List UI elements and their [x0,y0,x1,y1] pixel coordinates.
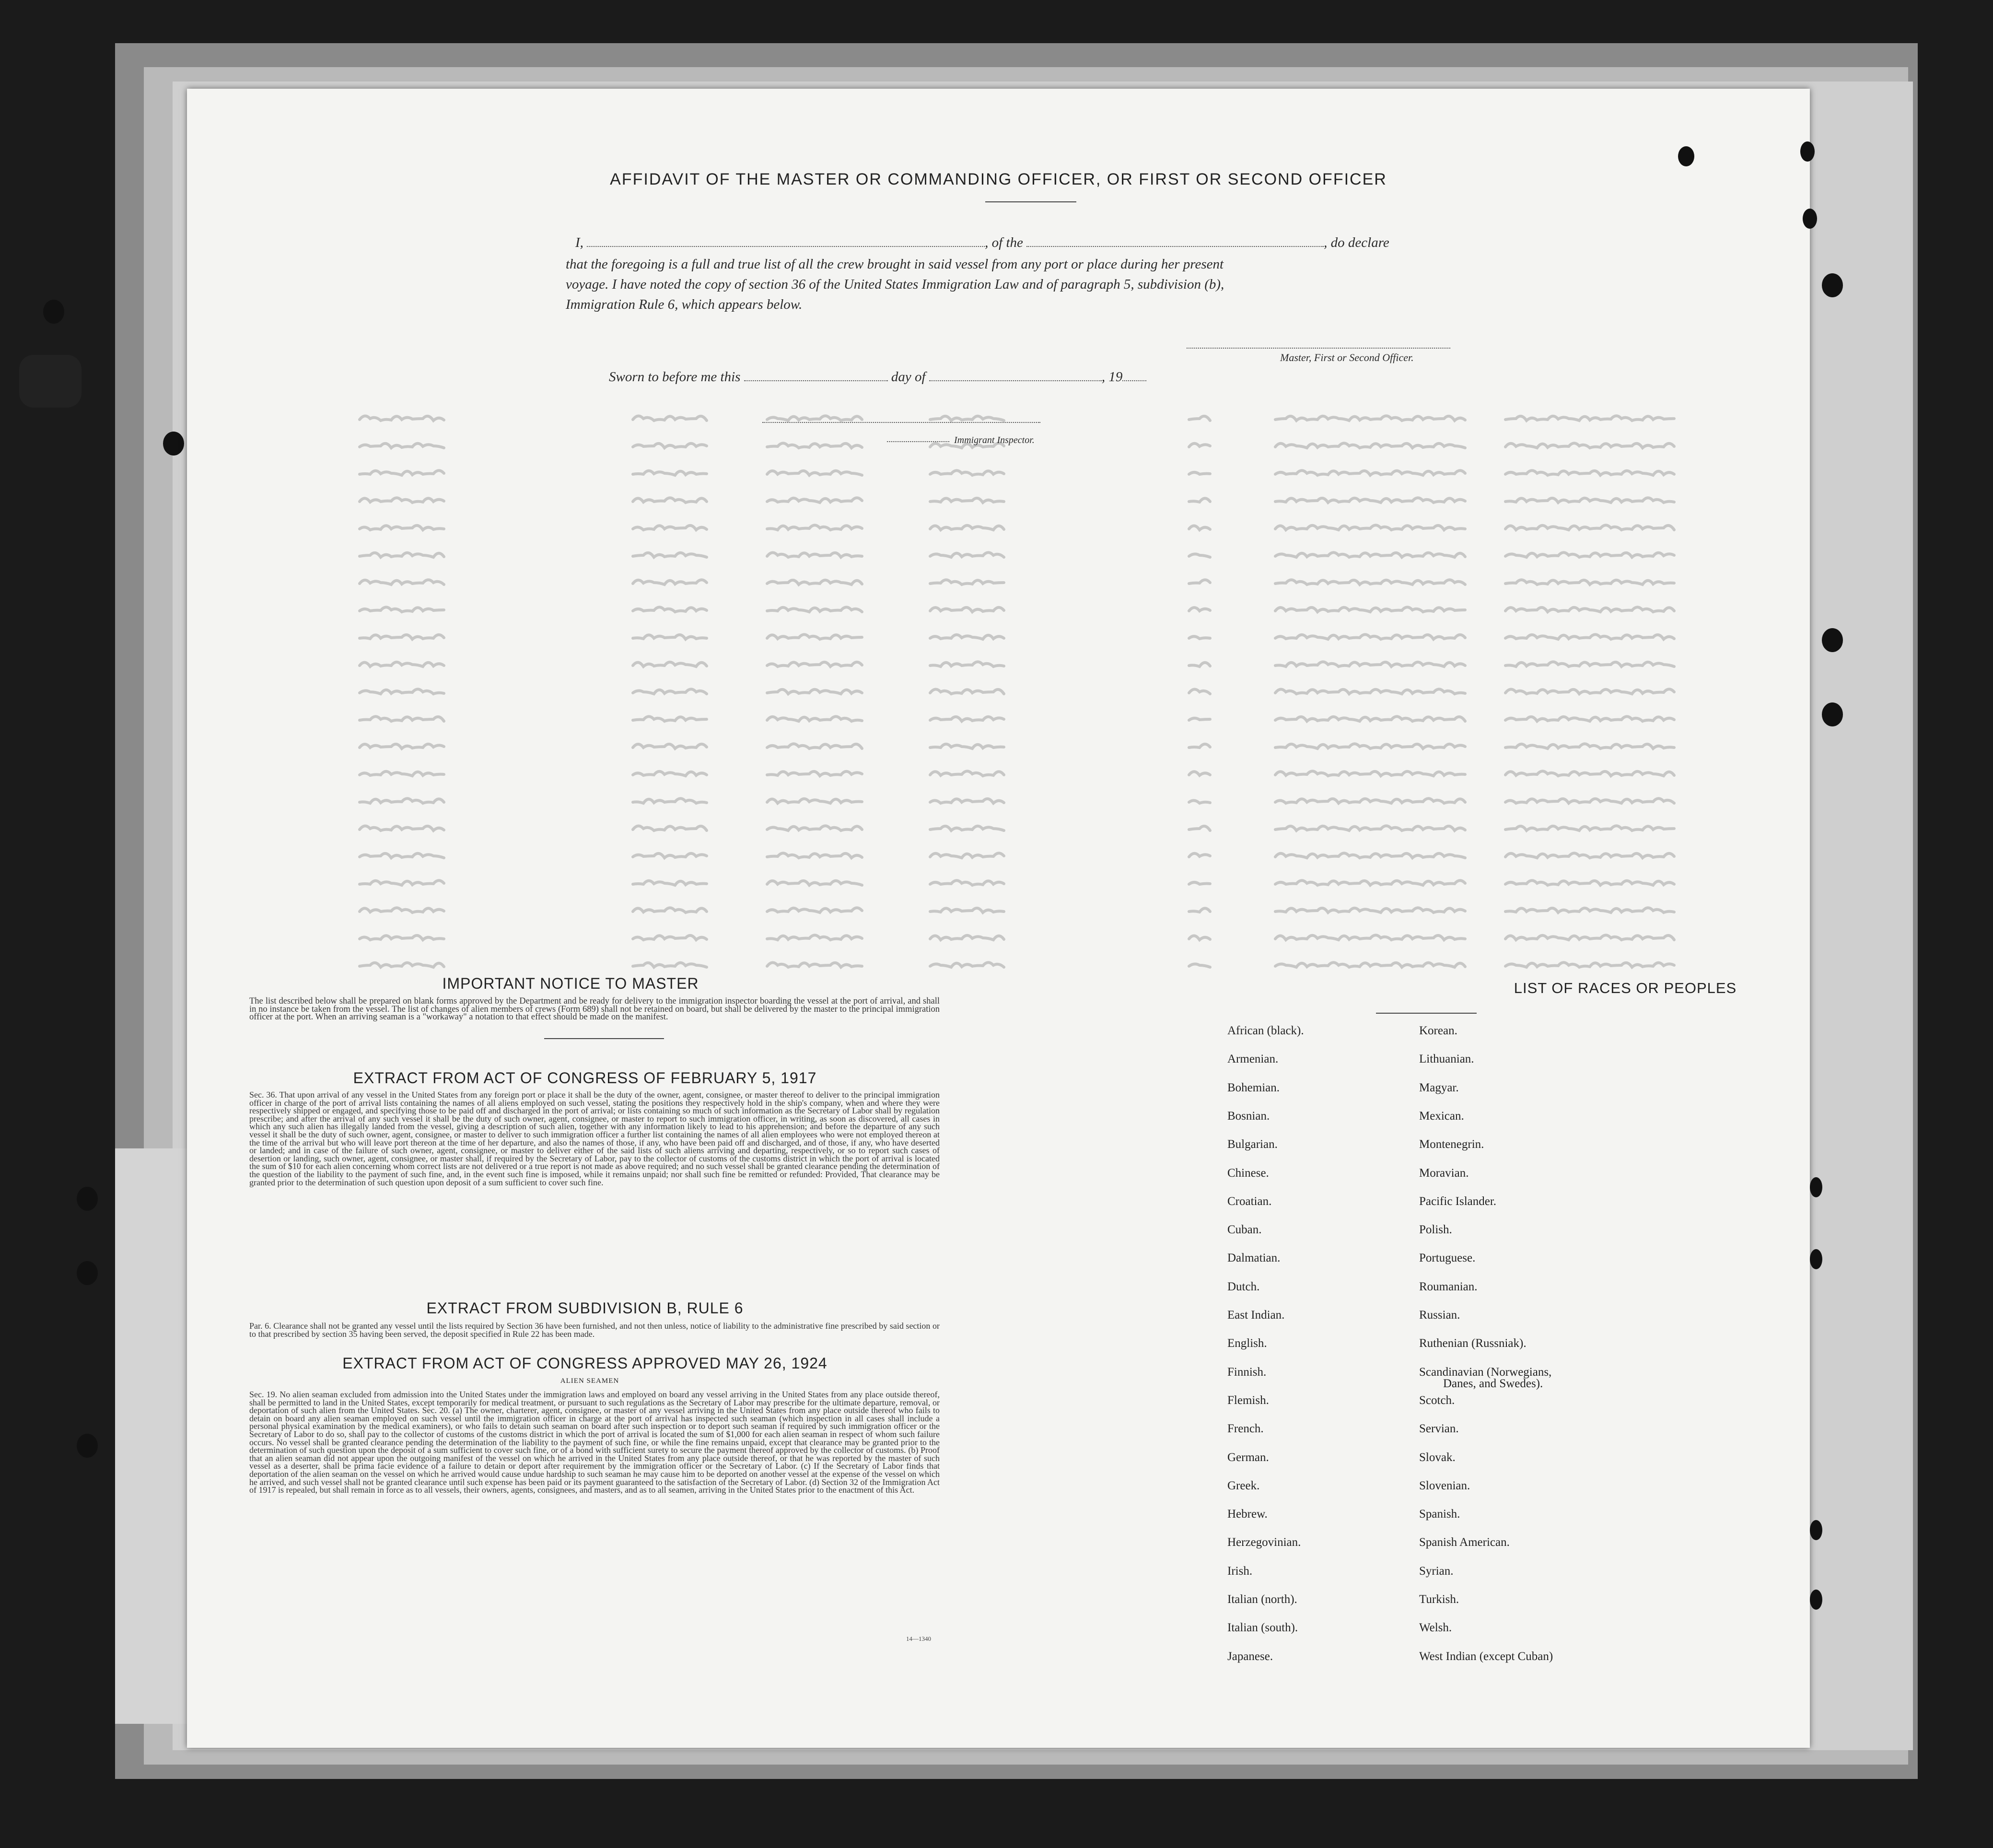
handwriting-stroke [1505,908,1674,912]
handwriting-stroke [767,799,862,803]
punch-hole [1810,1520,1822,1540]
race-item: Lithuanian. [1419,1053,1474,1066]
handwriting-stroke [1505,552,1674,557]
race-item: Finnish. [1227,1365,1267,1379]
race-item: Dutch. [1227,1280,1260,1293]
handwriting-stroke [360,470,444,475]
affidavit-line-4: Immigration Rule 6, which appears below. [566,297,803,312]
affidavit-of-the: , of the [985,235,1023,250]
handwriting-stroke [633,553,707,557]
race-item: Chinese. [1227,1166,1269,1180]
handwriting-stroke [1505,416,1674,421]
handwriting-stroke [360,854,444,858]
handwriting-stroke [930,853,1004,858]
handwriting-stroke [1189,416,1210,421]
year-blank [1122,370,1146,381]
handwriting-stroke [767,634,862,639]
handwriting-stroke [1505,962,1674,967]
handwriting-stroke [767,962,862,967]
punch-hole [1810,1177,1822,1197]
extract-1924-body: Sec. 19. No alien seaman excluded from admission into the United States under the immigration laws and employed on board any vessel arriving in the United States from any place outside thereof, shall be permitted to land in the United States, except temporarily for medical treatment, or pursuant to such regulations as the Secretary of Labor may prescribe for the ultimate departure, removal, or deportation of such alien from the United States. Sec. 20. (a) The owner, charterer, agent, consignee, or master of any vessel arriving in the United States from any place outside thereof who fails to detain on board any alien seaman employed on such vessel until the immigration officer in charge at the port of arrival has inspected such seaman (which inspection in all cases shall include a personal physical examination by the medical examiners), or who fails to detain such seaman on board after such inspection or to deport such seaman if required by such immigration officer or the Secretary of Labor to do so, shall pay to the collector of customs of the customs district in which the port of arrival is located the sum of $1,000 for each alien seaman in respect of whom such failure occurs. No vessel shall be granted clearance pending the determination of the liability to the payment of such fine, or while the fine remains unpaid, except that clearance may be granted prior to the determination of such question upon the deposit of a sum sufficient to cover such fine, or of a bond with sufficient surety to secure the payment thereof approved by the collector of customs. (b) Proof that an alien seaman did not appear upon the outgoing manifest of the vessel on which he arrived in the United States from any place outside thereof, or that he was reported by the master of such vessel as a deserter, shall be prima facie evidence of a failure to detain or deport after requirement by the immigration officer or the Secretary of Labor. (c) If the Secretary of Labor finds that deportation of the alien seaman on the vessel on which he arrived would cause undue hardship to such seaman he may cause him to be deported on another vessel at the expense of the vessel on which he arrived, and such vessel shall not be granted clearance until such expense has been paid or its payment guaranteed to the satisfaction of the Secretary of Labor. (d) Section 32 of the Immigration Act of 1917 is repealed, but shall remain in force as to all vessels, their owners, agents, consignees, and masters, and as to all seamen, arriving in the United States prior to the enactment of this Act. [249,1390,940,1495]
handwriting-stroke [1275,552,1465,557]
race-item: English. [1227,1337,1267,1350]
handwriting-stroke [1275,525,1465,530]
handwriting-stroke [1505,826,1674,830]
handwriting-stroke [1189,554,1210,557]
handwriting-stroke [360,416,444,421]
handwriting-stroke [360,553,444,557]
handwriting-stroke [360,798,444,803]
handwriting-stroke [1505,716,1674,721]
sworn-line [609,369,1146,385]
punch-hole [43,300,64,324]
race-item: Slovenian. [1419,1479,1470,1492]
handwriting-stroke [360,689,444,694]
race-item: Russian. [1419,1309,1460,1322]
handwriting-stroke [930,744,1004,749]
handwriting-stroke [1275,744,1465,749]
handwriting-stroke [930,416,1004,421]
handwriting-stroke [1275,416,1465,421]
handwriting-stroke [1505,607,1674,612]
race-item: Ruthenian (Russniak). [1419,1337,1527,1350]
handwriting-stroke [767,853,862,858]
handwriting-stroke [1189,636,1210,639]
extract-1917-title: EXTRACT FROM ACT OF CONGRESS OF FEBRUARY 5, 1917 [353,1069,817,1087]
handwriting-stroke [1275,498,1465,503]
handwriting-stroke [360,526,444,530]
handwriting-stroke [360,772,444,776]
handwriting-stroke [930,608,1004,612]
handwriting-stroke [930,799,1004,803]
handwriting-stroke [930,962,1004,967]
bleed-through-handwriting [187,89,1810,1748]
races-divider [1376,1013,1477,1014]
race-item: Magyar. [1419,1081,1459,1094]
race-item: Cuban. [1227,1223,1262,1237]
race-item: French. [1227,1422,1264,1436]
handwriting-stroke [633,526,707,530]
handwriting-stroke [633,744,707,749]
handwriting-stroke [1275,662,1465,667]
binding-string [19,355,82,408]
handwriting-stroke [1275,853,1465,858]
handwriting-stroke [1275,716,1465,721]
race-item: Bosnian. [1227,1109,1270,1123]
handwriting-stroke [767,744,862,749]
handwriting-stroke [930,826,1004,830]
handwriting-stroke [1189,718,1210,720]
handwriting-stroke [1505,662,1674,667]
race-item: Welsh. [1419,1621,1452,1635]
race-item: Croatian. [1227,1194,1272,1208]
punch-hole [163,432,184,456]
punch-hole [77,1187,98,1211]
race-item: Italian (north). [1227,1593,1297,1606]
handwriting-stroke [1189,580,1210,584]
handwriting-stroke [1275,962,1465,967]
divider [544,1038,664,1039]
handwriting-stroke [767,525,862,530]
handwriting-stroke [633,689,707,694]
handwriting-stroke [360,635,444,639]
alien-seamen-subtitle: ALIEN SEAMEN [560,1377,619,1385]
handwriting-stroke [930,771,1004,776]
handwriting-stroke [1505,689,1674,694]
handwriting-stroke [360,580,444,585]
month-blank [929,370,1102,381]
handwriting-stroke [930,880,1004,885]
handwriting-stroke [633,963,707,967]
handwriting-stroke [767,881,862,885]
signature-blank [1187,348,1450,349]
handwriting-stroke [633,580,707,585]
handwriting-stroke [1189,882,1210,884]
inspector-blank [762,422,1040,423]
day-blank [744,370,888,381]
affidavit-line-3: voyage. I have noted the copy of section 36 of the United States Immigration Law and of paragraph 5, subdivision (b), [566,277,1224,292]
handwriting-stroke [360,963,444,967]
punch-hole [77,1434,98,1458]
handwriting-stroke [360,826,444,830]
title-underline [985,201,1076,202]
extract-1924-title: EXTRACT FROM ACT OF CONGRESS APPROVED MAY 26, 1924 [342,1355,828,1372]
handwriting-stroke [930,717,1004,721]
race-item: Turkish. [1419,1593,1459,1606]
handwriting-stroke [1189,936,1210,940]
race-item: West Indian (except Cuban) [1419,1649,1553,1663]
handwriting-stroke [1189,498,1210,502]
handwriting-stroke [1505,443,1674,448]
handwriting-stroke [1505,525,1674,530]
handwriting-stroke [633,716,707,721]
handwriting-stroke [633,772,707,776]
race-item: Pacific Islander. [1419,1194,1497,1208]
handwriting-stroke [1275,634,1465,639]
handwriting-stroke [1189,908,1210,912]
race-item: Spanish. [1419,1508,1460,1521]
handwriting-stroke [767,498,862,503]
race-item: Montenegrin. [1419,1138,1484,1151]
race-item: Slovak. [1419,1450,1456,1464]
handwriting-stroke [1275,689,1465,694]
race-item: Herzegovinian. [1227,1536,1301,1549]
handwriting-stroke [767,662,862,667]
handwriting-stroke [1189,526,1210,530]
handwriting-stroke [1275,880,1465,885]
race-item: German. [1227,1450,1269,1464]
handwriting-stroke [1189,608,1210,611]
handwriting-stroke [767,416,862,421]
handwriting-stroke [930,662,1004,667]
handwriting-stroke [930,498,1004,503]
rule6-title: EXTRACT FROM SUBDIVISION B, RULE 6 [426,1299,744,1317]
inspector-blank-short [887,441,949,442]
handwriting-stroke [1275,826,1465,830]
handwriting-stroke [767,580,862,585]
handwriting-stroke [1189,744,1210,748]
handwriting-stroke [1505,634,1674,639]
affidavit-line-2: that the foregoing is a full and true list of all the crew brought in said vessel from any port or place during her present [566,257,1224,272]
vessel-blank [1026,235,1324,247]
affidavit-title: AFFIDAVIT OF THE MASTER OR COMMANDING OFFICER, OR FIRST OR SECOND OFFICER [610,170,1387,188]
race-item: Armenian. [1227,1053,1279,1066]
rule6-body: Par. 6. Clearance shall not be granted any vessel until the lists required by Section 36 have been furnished, and not then unless, notice of liability to the administrative fine prescribed by said section or to that prescribed by section 35 having been served, the deposit specified in Rule 22 has been made. [249,1321,940,1339]
day-of-label: day of [891,369,926,385]
races-title: LIST OF RACES OR PEOPLES [1514,980,1737,996]
handwriting-stroke [930,526,1004,530]
handwriting-stroke [767,471,862,475]
handwriting-stroke [633,444,707,448]
handwriting-stroke [767,826,862,830]
race-item: Flemish. [1227,1393,1269,1407]
affidavit-i: I, [575,235,583,250]
race-item: Roumanian. [1419,1280,1478,1293]
handwriting-stroke [767,607,862,612]
race-item: Irish. [1227,1564,1253,1578]
name-blank [587,235,985,247]
punch-hole [1810,1590,1822,1610]
handwriting-stroke [1189,689,1210,694]
handwriting-stroke [1505,798,1674,803]
handwriting-stroke [360,744,444,749]
handwriting-stroke [1505,771,1674,776]
handwriting-stroke [930,580,1004,585]
handwriting-stroke [633,936,707,940]
handwriting-stroke [930,689,1004,694]
handwriting-stroke [767,443,862,448]
handwriting-stroke [1275,443,1465,448]
race-item: Bohemian. [1227,1081,1280,1094]
handwriting-stroke [767,552,862,557]
handwriting-stroke [767,690,862,694]
handwriting-stroke [633,798,707,803]
race-item: Dalmatian. [1227,1251,1281,1265]
handwriting-stroke [360,936,444,940]
handwriting-stroke [1505,853,1674,858]
punch-hole [1822,702,1843,726]
year-label: , 19 [1101,369,1123,385]
handwriting-stroke [633,498,707,503]
handwriting-stroke [633,908,707,912]
race-item: Syrian. [1419,1564,1454,1578]
handwriting-stroke [360,662,444,667]
handwriting-stroke [767,716,862,721]
handwriting-stroke [1505,744,1674,749]
punch-hole [1822,273,1843,297]
handwriting-stroke [930,552,1004,557]
handwriting-stroke [1505,580,1674,585]
race-item: Portuguese. [1419,1251,1476,1265]
handwriting-stroke [930,635,1004,639]
handwriting-stroke [360,444,444,448]
document-sheet [187,89,1810,1748]
handwriting-stroke [1275,771,1465,776]
race-item: Scandinavian (Norwegians, [1419,1365,1552,1379]
handwriting-stroke [1275,798,1465,803]
handwriting-stroke [360,498,444,503]
handwriting-stroke [360,908,444,912]
punch-hole [77,1261,98,1285]
handwriting-stroke [1189,854,1210,857]
notice-title: IMPORTANT NOTICE TO MASTER [442,975,699,992]
race-item: Greek. [1227,1479,1260,1492]
handwriting-stroke [1189,826,1210,830]
handwriting-stroke [1505,498,1674,503]
handwriting-stroke [633,881,707,885]
sworn-label: Sworn to before me this [609,369,741,385]
race-item: African (black). [1227,1024,1304,1037]
handwriting-stroke [1275,470,1465,475]
race-item: Servian. [1419,1422,1459,1436]
affidavit-line-1 [575,235,1389,251]
race-item: East Indian. [1227,1309,1285,1322]
handwriting-stroke [930,470,1004,475]
punch-hole [1810,1249,1822,1269]
handwriting-stroke [1275,607,1465,612]
race-item: Hebrew. [1227,1508,1268,1521]
race-item: Korean. [1419,1024,1457,1037]
handwriting-stroke [930,908,1004,912]
inspector-label: Immigrant Inspector. [954,435,1035,445]
affidavit-declare: , do declare [1324,235,1389,250]
handwriting-stroke [1189,472,1210,474]
handwriting-stroke [1505,880,1674,885]
handwriting-stroke [633,826,707,830]
handwriting-stroke [633,662,707,667]
race-item: Scotch. [1419,1393,1455,1407]
handwriting-stroke [1505,935,1674,940]
handwriting-stroke [633,416,707,421]
race-item: Bulgarian. [1227,1138,1278,1151]
punch-hole [1822,628,1843,652]
race-item: Italian (south). [1227,1621,1298,1635]
handwriting-stroke [633,607,707,612]
handwriting-stroke [1189,444,1210,447]
handwriting-stroke [360,607,444,612]
handwriting-stroke [360,880,444,885]
handwriting-stroke [1505,470,1674,475]
handwriting-stroke [1275,935,1465,940]
race-item: Polish. [1419,1223,1452,1237]
handwriting-stroke [1189,800,1210,803]
race-item-continuation: Danes, and Swedes). [1443,1377,1543,1390]
race-item: Spanish American. [1419,1536,1510,1549]
extract-1917-body: Sec. 36. That upon arrival of any vessel in the United States from any foreign port or place it shall be the duty of the owner, agent, consignee, or master thereof to deliver to the principal immigration officer in charge of the port of arrival lists containing the names of all aliens employed on such vessel, stating the positions they respectively hold in the ship's company, when and where they were respectively shipped or engaged, and specifying those to be paid off and discharged in the port of arrival; or lists containing so much of such information as the Secretary of Labor shall by regulation prescribe; and after the arrival of any such vessel it shall be the duty of such owner, agent, consignee, or master to report to such immigration officer, in writing, as soon as discovered, all cases in which any such alien has illegally landed from the vessel, giving a description of such alien, together with any information likely to lead to his apprehension; and before the departure of any such vessel it shall be the duty of such owner, agent, consignee, or master to deliver to such immigration officer a further list containing the names of all alien employees who were not employed thereon at the time of the arrival but who will leave port thereon at the time of her departure, and also the names of those, if any, who have been paid off and discharged, and of those, if any, who have deserted or landed; and in case of the failure of such owner, agent, consignee, or master to deliver either of the said lists of such aliens arriving and departing, respectively, or so to report such cases of desertion or landing, such owner, agent, consignee, or master shall, if required by the Secretary of Labor, pay to the collector of customs of the customs district in which the port of arrival is located the sum of $10 for each alien concerning whom correct lists are not delivered or a true report is not made as above required; and no such vessel shall be granted clearance pending the determination of the question of the liability to the payment of such fine, and, in the event such fine is imposed, while it remains unpaid; nor shall such fine be remitted or refunded: Provided, That clearance may be granted prior to the determination of such question upon deposit of a sum sufficient to cover such fine. [249,1090,940,1187]
handwriting-stroke [767,908,862,912]
notice-body: The list described below shall be prepared on blank forms approved by the Department and be ready for delivery to the immigration inspector boarding the vessel at the port of arrival, and shall in no instance be taken from the vessel. The list of changes of alien members of crews (Form 689) shall not be retained on board, but shall be delivered by the master to the principal immigration officer at the port. When an arriving seaman is a "workaway" a notation to that effect should be made on the manifest. [249,996,940,1022]
handwriting-stroke [1275,580,1465,585]
handwriting-stroke [633,471,707,475]
handwriting-stroke [633,635,707,639]
race-item: Moravian. [1419,1166,1469,1180]
handwriting-stroke [633,854,707,858]
race-item: Mexican. [1419,1109,1464,1123]
form-number: 14—1340 [906,1635,931,1642]
handwriting-stroke [930,936,1004,940]
handwriting-stroke [1189,663,1210,667]
race-item: Japanese. [1227,1649,1273,1663]
handwriting-stroke [1189,964,1210,967]
handwriting-stroke [1275,908,1465,912]
handwriting-stroke [1189,772,1210,775]
handwriting-stroke [767,772,862,776]
signer-label: Master, First or Second Officer. [1280,351,1414,363]
handwriting-stroke [767,935,862,940]
handwriting-stroke [360,716,444,721]
